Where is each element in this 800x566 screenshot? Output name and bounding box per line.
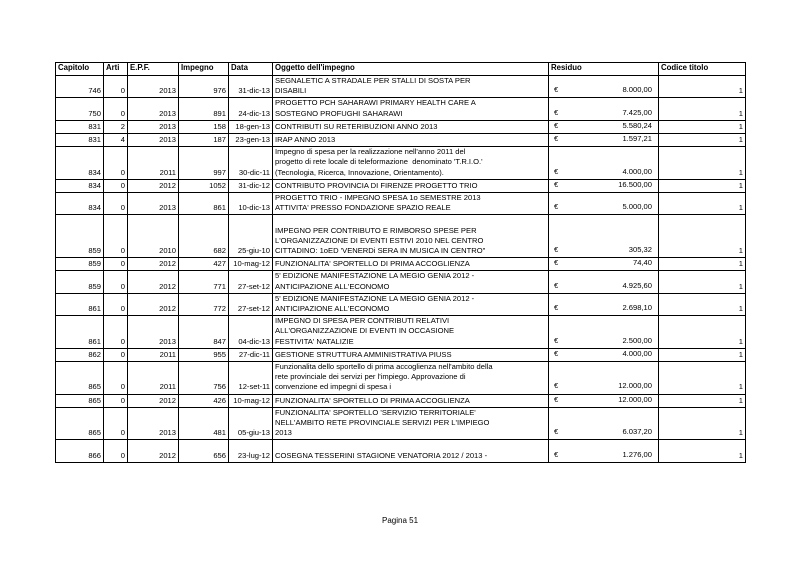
table-row [56,193,746,215]
residuo-value-box [551,121,656,132]
cell-epf: 2013 [128,98,179,120]
cell-codice: 1 [659,120,746,133]
cell-capitolo: 865 [56,407,104,440]
cell-residuo [549,215,659,258]
residuo-amount: 4.000,00 [622,166,652,176]
euro-symbol: € [554,134,559,144]
cell-oggetto [273,394,549,407]
cell-impegno: 955 [179,348,229,361]
cell-oggetto [273,76,549,98]
cell-articolo: 0 [104,440,128,462]
cell-articolo: 0 [104,98,128,120]
cell-codice: 1 [659,179,746,192]
cell-residuo [549,120,659,133]
euro-symbol: € [554,245,559,255]
cell-impegno: 682 [179,215,229,258]
cell-data: 31-dic-12 [229,179,273,192]
oggetto-line: CITTADINO: 1oED 'VENERDi SERA IN MUSICA IN CENTRO" [275,246,486,256]
euro-symbol: € [554,107,559,117]
cell-codice: 1 [659,147,746,180]
residuo-value-box [551,381,656,392]
cell-epf: 2012 [128,271,179,293]
cell-capitolo: 859 [56,258,104,271]
oggetto-line: 5' EDIZIONE MANIFESTAZIONE LA MEGIO GENIA 2012 - [275,271,475,281]
cell-data: 24-dic-13 [229,98,273,120]
cell-capitolo: 861 [56,316,104,349]
cell-impegno: 187 [179,134,229,147]
table-row [56,179,746,192]
cell-epf: 2013 [128,134,179,147]
cell-capitolo: 859 [56,271,104,293]
column-header-codice-titolo: Codice titolo [659,63,746,76]
oggetto-line: IMPEGNO DI SPESA PER CONTRIBUTI RELATIVI [275,316,450,326]
cell-data: 05-giu-13 [229,407,273,440]
cell-impegno: 891 [179,98,229,120]
cell-epf: 2012 [128,179,179,192]
column-header-epf: E.P.F. [128,63,179,76]
oggetto-line: Funzionalita dello sportello di prima accoglienza nell'ambito della [275,362,493,372]
cell-codice: 1 [659,440,746,462]
residuo-amount: 4.000,00 [622,348,652,358]
cell-impegno: 158 [179,120,229,133]
residuo-value-box [551,245,656,256]
table-row [56,348,746,361]
cell-epf: 2013 [128,120,179,133]
euro-symbol: € [554,85,559,95]
cell-oggetto [273,271,549,293]
cell-codice: 1 [659,316,746,349]
cell-codice: 1 [659,394,746,407]
cell-data: 18-gen-13 [229,120,273,133]
cell-residuo [549,147,659,180]
euro-symbol: € [554,348,559,358]
residuo-value-box [551,258,656,269]
cell-data: 23-gen-13 [229,134,273,147]
cell-oggetto [273,407,549,440]
oggetto-line [275,215,546,225]
residuo-amount: 5.000,00 [622,202,652,212]
residuo-amount: 7.425,00 [622,107,652,117]
cell-capitolo: 831 [56,134,104,147]
cell-codice: 1 [659,98,746,120]
euro-symbol: € [554,120,559,130]
oggetto-line: GESTIONE STRUTTURA AMMINISTRATIVA PIUSS [275,349,452,359]
cell-data: 25-giu-10 [229,215,273,258]
cell-residuo [549,134,659,147]
cell-residuo [549,179,659,192]
cell-articolo: 0 [104,316,128,349]
table-row [56,120,746,133]
cell-capitolo: 831 [56,120,104,133]
cell-impegno: 481 [179,407,229,440]
oggetto-line: SOSTEGNO PROFUGHI SAHARAWI [275,108,403,118]
cell-articolo: 0 [104,271,128,293]
oggetto-line: rete provinciale dei servizi per l'impiego. Approvazione di [275,372,466,382]
oggetto-line: (Tecnologia, Ricerca, Innovazione, Orientamento). [275,167,444,177]
oggetto-line: ANTICIPAZIONE ALL'ECONOMO [275,304,390,314]
ledger-table [55,62,746,463]
cell-epf: 2013 [128,407,179,440]
ledger-table-container [55,62,745,463]
euro-symbol: € [554,303,559,313]
oggetto-line: FESTIVITA' NATALIZIE [275,336,354,346]
cell-epf: 2012 [128,258,179,271]
cell-epf: 2011 [128,348,179,361]
residuo-value-box [551,395,656,406]
residuo-value-box [551,336,656,347]
cell-epf: 2012 [128,440,179,462]
table-row [56,134,746,147]
residuo-value-box [551,427,656,438]
cell-articolo: 0 [104,293,128,315]
cell-articolo: 0 [104,348,128,361]
residuo-value-box [551,281,656,292]
residuo-value-box [551,134,656,145]
cell-epf: 2012 [128,293,179,315]
cell-capitolo: 861 [56,293,104,315]
cell-oggetto [273,193,549,215]
cell-codice: 1 [659,293,746,315]
cell-oggetto [273,316,549,349]
oggetto-line: ANTICIPAZIONE ALL'ECONOMO [275,281,390,291]
cell-oggetto [273,179,549,192]
oggetto-line: progetto di rete locale di teleformazione denominato 'T.R.I.O.' [275,157,483,167]
cell-codice: 1 [659,407,746,440]
cell-articolo: 0 [104,179,128,192]
cell-articolo: 0 [104,76,128,98]
oggetto-line: DISABILI [275,86,307,96]
residuo-amount: 2.500,00 [622,335,652,345]
cell-articolo: 0 [104,215,128,258]
cell-residuo [549,193,659,215]
cell-oggetto [273,362,549,395]
cell-oggetto [273,258,549,271]
table-row [56,215,746,258]
cell-data: 10-mag-12 [229,258,273,271]
cell-impegno: 861 [179,193,229,215]
oggetto-line: ATTIVITA' PRESSO FONDAZIONE SPAZIO REALE [275,203,451,213]
table-row [56,147,746,180]
cell-impegno: 1052 [179,179,229,192]
euro-symbol: € [554,449,559,459]
cell-codice: 1 [659,215,746,258]
oggetto-line: FUNZIONALITA' SPORTELLO DI PRIMA ACCOGLIENZA [275,395,470,405]
cell-epf: 2011 [128,362,179,395]
cell-oggetto [273,98,549,120]
cell-impegno: 976 [179,76,229,98]
residuo-value-box [551,180,656,191]
oggetto-line: PROGETTO TRIO - IMPEGNO SPESA 1o SEMESTRE 2013 [275,193,481,203]
column-header-data: Data [229,63,273,76]
residuo-value-box [551,303,656,314]
table-row [56,271,746,293]
residuo-amount: 1.597,21 [622,134,652,144]
cell-capitolo: 834 [56,179,104,192]
oggetto-line: 5' EDIZIONE MANIFESTAZIONE LA MEGIO GENIA 2012 - [275,293,475,303]
cell-residuo [549,258,659,271]
euro-symbol: € [554,179,559,189]
page-footer: Pagina 51 [381,516,419,525]
cell-oggetto [273,293,549,315]
cell-data: 10-mag-12 [229,394,273,407]
column-header-impegno: Impegno [179,63,229,76]
oggetto-line: NELL'AMBITO RETE PROVINCIALE SERVIZI PER L'IMPIEGO [275,418,490,428]
cell-residuo [549,76,659,98]
oggetto-line: convenzione ed impegni di spesa i [275,382,392,392]
euro-symbol: € [554,258,559,268]
cell-impegno: 997 [179,147,229,180]
cell-articolo: 0 [104,407,128,440]
cell-oggetto [273,440,549,462]
cell-oggetto [273,147,549,180]
cell-data: 27-set-12 [229,271,273,293]
table-row [56,293,746,315]
cell-oggetto [273,134,549,147]
residuo-value-box [551,450,656,461]
cell-impegno: 656 [179,440,229,462]
oggetto-line: L'ORGANIZZAZIONE DI EVENTI ESTIVI 2010 NEL CENTRO [275,235,484,245]
oggetto-line: FUNZIONALITA' SPORTELLO DI PRIMA ACCOGLIENZA [275,259,470,269]
cell-impegno: 756 [179,362,229,395]
cell-data: 04-dic-13 [229,316,273,349]
cell-codice: 1 [659,271,746,293]
cell-data: 27-set-12 [229,293,273,315]
cell-data: 31-dic-13 [229,76,273,98]
euro-symbol: € [554,381,559,391]
column-header-capitolo: Capitolo [56,63,104,76]
cell-epf: 2013 [128,316,179,349]
table-row [56,394,746,407]
oggetto-line: ALL'ORGANIZZAZIONE DI EVENTI IN OCCASIONE [275,326,455,336]
cell-articolo: 0 [104,362,128,395]
cell-oggetto [273,215,549,258]
cell-articolo: 0 [104,193,128,215]
table-row [56,98,746,120]
column-header-oggetto: Oggetto dell'impegno [273,63,549,76]
cell-residuo [549,293,659,315]
cell-residuo [549,394,659,407]
column-header-residuo: Residuo [549,63,659,76]
cell-data: 27-dic-11 [229,348,273,361]
euro-symbol: € [554,394,559,404]
oggetto-line: PROGETTO PCH SAHARAWI PRIMARY HEALTH CARE A [275,98,476,108]
cell-residuo [549,316,659,349]
cell-codice: 1 [659,362,746,395]
table-row [56,76,746,98]
cell-codice: 1 [659,348,746,361]
cell-impegno: 771 [179,271,229,293]
cell-articolo: 4 [104,134,128,147]
cell-epf: 2013 [128,76,179,98]
table-body [56,76,746,463]
oggetto-line: FUNZIONALITA' SPORTELLO 'SERVIZIO TERRITORIALE' [275,407,476,417]
cell-data: 23-lug-12 [229,440,273,462]
cell-capitolo: 834 [56,147,104,180]
residuo-value-box [551,85,656,96]
cell-oggetto [273,348,549,361]
cell-capitolo: 834 [56,193,104,215]
euro-symbol: € [554,280,559,290]
residuo-amount: 8.000,00 [622,85,652,95]
residuo-amount: 1.276,00 [622,449,652,459]
table-row [56,407,746,440]
cell-impegno: 427 [179,258,229,271]
residuo-amount: 305,32 [628,245,652,255]
cell-capitolo: 865 [56,362,104,395]
cell-epf: 2011 [128,147,179,180]
column-header-articolo: Arti [104,63,128,76]
cell-articolo: 0 [104,258,128,271]
oggetto-line: COSEGNA TESSERINI STAGIONE VENATORIA 2012 / 2013 - [275,450,488,460]
cell-codice: 1 [659,76,746,98]
residuo-amount: 5.580,24 [622,120,652,130]
cell-capitolo: 859 [56,215,104,258]
oggetto-line: 2013 [275,428,292,438]
residuo-amount: 12.000,00 [618,381,652,391]
cell-data: 12-set-11 [229,362,273,395]
cell-oggetto [273,120,549,133]
oggetto-line: IRAP ANNO 2013 [275,135,336,145]
cell-epf: 2010 [128,215,179,258]
euro-symbol: € [554,166,559,176]
cell-residuo [549,362,659,395]
residuo-value-box [551,349,656,360]
oggetto-line [275,440,546,450]
cell-impegno: 847 [179,316,229,349]
cell-codice: 1 [659,193,746,215]
cell-residuo [549,440,659,462]
residuo-amount: 4.925,60 [622,280,652,290]
table-row [56,440,746,462]
cell-residuo [549,271,659,293]
residuo-amount: 16.500,00 [618,179,652,189]
cell-articolo: 0 [104,394,128,407]
residuo-amount: 6.037,20 [622,427,652,437]
cell-impegno: 772 [179,293,229,315]
cell-impegno: 426 [179,394,229,407]
cell-epf: 2012 [128,394,179,407]
cell-capitolo: 750 [56,98,104,120]
euro-symbol: € [554,427,559,437]
cell-articolo: 2 [104,120,128,133]
euro-symbol: € [554,335,559,345]
cell-residuo [549,98,659,120]
residuo-value-box [551,202,656,213]
cell-capitolo: 866 [56,440,104,462]
oggetto-line: IMPEGNO PER CONTRIBUTO E RIMBORSO SPESE PER [275,225,477,235]
cell-epf: 2013 [128,193,179,215]
table-header-row [56,63,746,76]
euro-symbol: € [554,202,559,212]
table-header [56,63,746,76]
residuo-amount: 12.000,00 [618,394,652,404]
cell-residuo [549,348,659,361]
cell-codice: 1 [659,258,746,271]
cell-capitolo: 865 [56,394,104,407]
cell-residuo [549,407,659,440]
cell-codice: 1 [659,134,746,147]
residuo-amount: 74,40 [632,258,652,268]
oggetto-line: CONTRIBUTO PROVINCIA DI FIRENZE PROGETTO TRIO [275,180,478,190]
cell-capitolo: 862 [56,348,104,361]
oggetto-line: CONTRIBUTI SU RETERIBUZIONI ANNO 2013 [275,121,438,131]
oggetto-line: Impegno di spesa per la realizzazione nell'anno 2011 del [275,147,466,157]
table-row [56,362,746,395]
residuo-value-box [551,108,656,119]
cell-capitolo: 746 [56,76,104,98]
residuo-amount: 2.698,10 [622,303,652,313]
table-row [56,258,746,271]
cell-data: 30-dic-11 [229,147,273,180]
cell-data: 10-dic-13 [229,193,273,215]
cell-articolo: 0 [104,147,128,180]
oggetto-line: SEGNALETIC A STRADALE PER STALLI DI SOSTA PER [275,76,471,85]
table-row [56,316,746,349]
residuo-value-box [551,167,656,178]
